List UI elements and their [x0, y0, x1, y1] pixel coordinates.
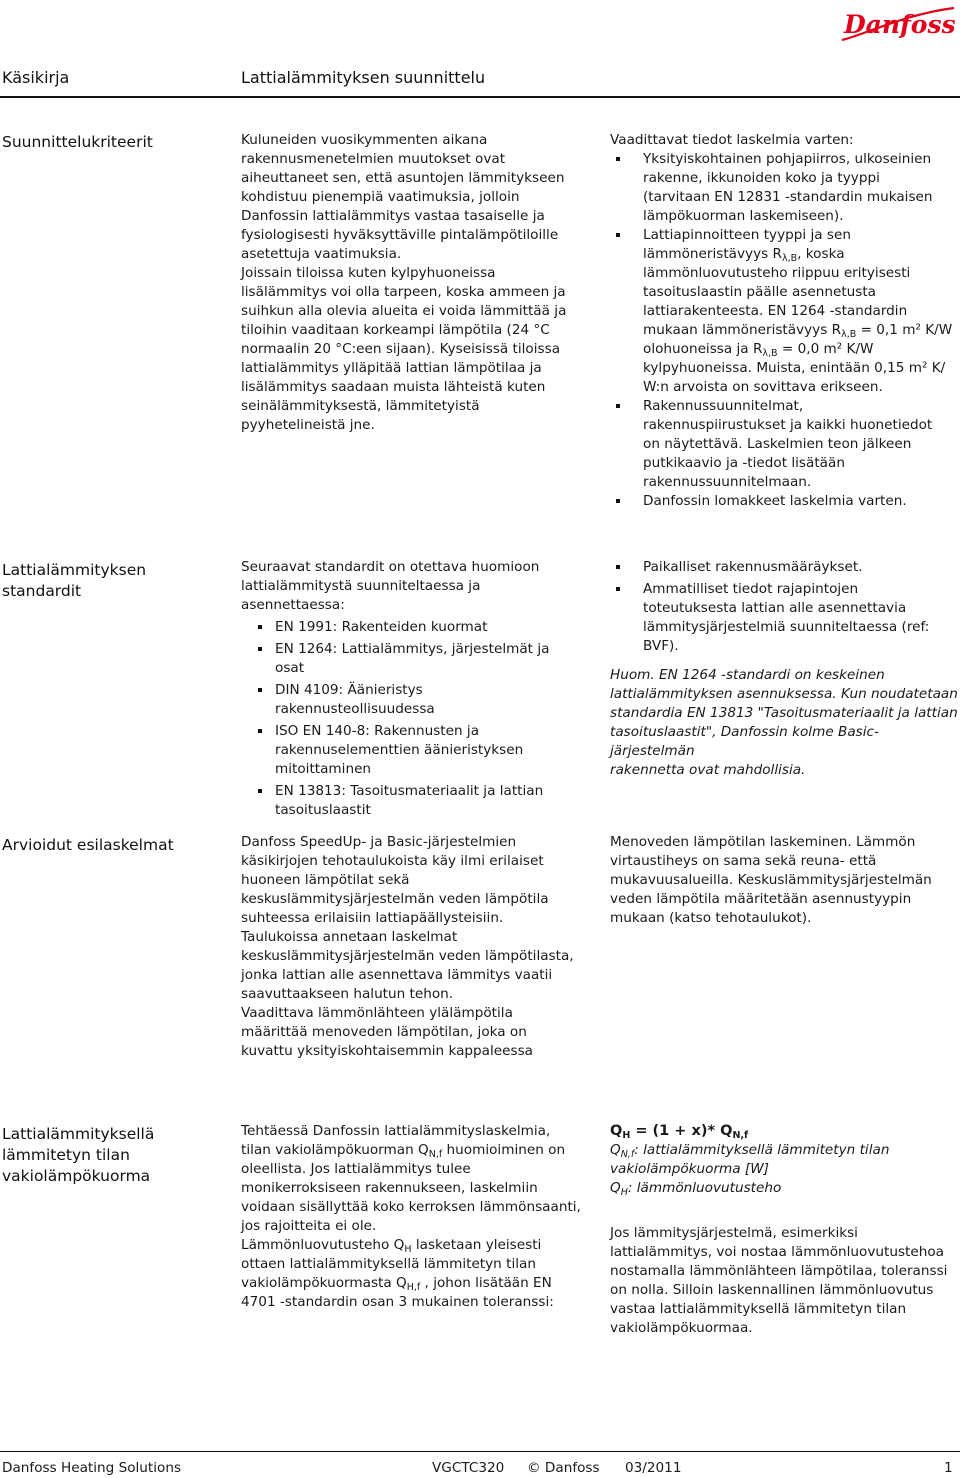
- text-line: lattiarakenteesta. EN 1264 -standardin: [643, 303, 908, 319]
- required-data-column: [610, 131, 958, 511]
- text-line: lisälämmitys saadaan muista lähteistä kuten: [241, 379, 546, 395]
- text-line: tilan vakiolämpökuorman $Q_{N,f}$ huomioiminen on: [241, 1142, 566, 1160]
- title-line: lämmitetyn tilan: [2, 1146, 130, 1164]
- list-item: [610, 492, 958, 511]
- text-line: lämpökuorman laskemiseen).: [643, 208, 844, 224]
- list-item: [241, 618, 581, 637]
- text-line: lämmönluovutusteho riippuu erityisesti: [643, 265, 911, 281]
- standards-extra-list: [610, 558, 958, 656]
- logo-text: Danfoss: [844, 10, 956, 39]
- text-line: ottaen lattialämmityksellä lämmitetyn tilan: [241, 1256, 536, 1272]
- text-line: standardia EN 13813 "Tasoitusmateriaalit ja lattian: [610, 705, 958, 721]
- text-line: rakennetta ovat mahdollisia.: [610, 762, 806, 778]
- text-line: normaalin 20 °C:een sijaan). Kyseisissä tiloissa: [241, 341, 561, 357]
- text-line: EN 1991: Rakenteiden kuormat: [275, 619, 488, 635]
- text-line: tasoituslaastit: [275, 802, 371, 818]
- text-line: kylpyhuoneissa. Muista, enintään 0,15 m² K/: [643, 360, 946, 376]
- text-line: rakennuspiirustukset ja kaikki huonetiedot: [643, 417, 933, 433]
- text-line: rakennusmenetelmien muutokset ovat: [241, 151, 506, 167]
- text-line: voidaan sisällyttää koko kerroksen lämmönsaanti,: [241, 1199, 581, 1215]
- text-line: vakiolämpökuormasta $Q_{H,f}$ , johon lisätään EN: [241, 1275, 552, 1293]
- text-line: Huom. EN 1264 -standardi on keskeinen: [610, 667, 885, 683]
- header-manual-label: Käsikirja: [2, 68, 70, 87]
- formula-definitions: [610, 1141, 958, 1198]
- text-line: $Q_H$: lämmönluovutusteho: [610, 1180, 782, 1198]
- list-item: [241, 722, 581, 779]
- text-line: aiheuttaneet sen, että asuntojen lämmitykseen: [241, 170, 565, 186]
- heat-load-formula-column: [610, 1122, 958, 1338]
- section-title-heat-load: [2, 1124, 192, 1187]
- text-line: vakiolämpökuorma [W]: [610, 1161, 769, 1177]
- text-line: pyyhetelineistä jne.: [241, 417, 375, 433]
- text-line: keskuslämmitysjärjestelmän veden lämpötilasta,: [241, 948, 574, 964]
- text-line: mitoittaminen: [275, 761, 372, 777]
- text-line: W:n arvoista on sovittava erikseen.: [643, 379, 883, 395]
- text-line: kohdistuu pienempiä vaatimuksia, jolloin: [241, 189, 520, 205]
- list-item: [241, 782, 581, 820]
- footer-doc-code: VGCTC320: [432, 1460, 505, 1476]
- header-rule: [0, 96, 960, 98]
- text-line: suhteessa erilaisiin lattiapäällysteisiin.: [241, 910, 504, 926]
- text-line: putkikaavio ja -tiedot lisätään: [643, 455, 845, 471]
- text-line: rakenne, ikkunoiden koko ja tyyppi: [643, 170, 880, 186]
- footer-copyright: © Danfoss: [527, 1460, 600, 1476]
- text-line: huoneen lämpötilat sekä: [241, 872, 410, 888]
- text-line: Danfoss SpeedUp- ja Basic-järjestelmien: [241, 834, 517, 850]
- list-item: [241, 640, 581, 678]
- standards-list: [241, 618, 581, 820]
- text-line: Paikalliset rakennusmääräykset.: [643, 559, 863, 575]
- text-line: nostamalla lämmönlähteen lämpötilaa, toleranssi: [610, 1263, 948, 1279]
- text-line: Rakennussuunnitelmat,: [643, 398, 804, 414]
- text-line: lattialämmityksen asennuksessa. Kun noudatetaan: [610, 686, 958, 702]
- text-line: suihkun alla olevia alueita ei voida lämmittää ja: [241, 303, 567, 319]
- text-line: kuvattu yksityiskohtaisemmin kappaleessa: [241, 1043, 533, 1059]
- text-line: Seuraavat standardit on otettava huomioon: [241, 559, 540, 575]
- text-line: Taulukoissa annetaan laskelmat: [241, 929, 458, 945]
- text-line: mukaan lämmöneristävyys $R_{\lambda,B} = 0,1$ m² K/W: [643, 322, 953, 340]
- text-line: 4701 -standardin osan 3 mukainen toleranssi:: [241, 1294, 554, 1310]
- text-line: rakennuselementtien äänieristyksen: [275, 742, 524, 758]
- text-line: saavuttaakseen halutun tehon.: [241, 986, 454, 1002]
- heat-output-formula: $Q_H = (1 + x)*$ $Q_{N,f}$: [610, 1123, 749, 1141]
- text-line: käsikirjojen tehotaulukoista käy ilmi erilaiset: [241, 853, 544, 869]
- heat-load-text: [241, 1122, 581, 1312]
- text-line: toteutuksesta lattian alle asennettavia: [643, 600, 907, 616]
- text-line: rakennusteollisuudessa: [275, 701, 435, 717]
- text-line: on nolla. Silloin laskennallinen lämmönluovutus: [610, 1282, 934, 1298]
- footer-date: 03/2011: [625, 1460, 682, 1476]
- text-line: mukavuusalueilla. Keskuslämmitysjärjestelmän: [610, 872, 932, 888]
- section-title-estimates: Arvioidut esilaskelmat: [2, 836, 174, 854]
- text-line: ISO EN 140-8: Rakennusten ja: [275, 723, 480, 739]
- title-line: standardit: [2, 582, 82, 600]
- title-line: Lattialämmityksen: [2, 561, 147, 579]
- footer-page-number: 1: [944, 1460, 953, 1476]
- text-line: tasoituslaastin päälle asennetusta: [643, 284, 877, 300]
- text-line: lämmöneristävyys $R_{\lambda,B}$, koska: [643, 246, 845, 264]
- text-line: fysiologisesti hyväksyttäville pintalämpötiloille: [241, 227, 559, 243]
- estimates-text: [241, 833, 581, 1061]
- text-line: Joissain tiloissa kuten kylpyhuoneissa: [241, 265, 496, 281]
- section-title-design-criteria: Suunnittelukriteerit: [2, 133, 153, 151]
- required-data-intro: Vaadittavat tiedot laskelmia varten:: [610, 132, 854, 148]
- text-line: Tehtäessä Danfossin lattialämmityslaskelmia,: [241, 1123, 551, 1139]
- text-line: oleellista. Jos lattialämmitys tulee: [241, 1161, 471, 1177]
- text-line: asennettaessa:: [241, 597, 345, 613]
- text-line: Lattiapinnoitteen tyyppi ja sen: [643, 227, 851, 243]
- text-line: virtaustiheys on sama sekä reuna- että: [610, 853, 877, 869]
- text-line: on näytettävä. Laskelmien teon jälkeen: [643, 436, 912, 452]
- text-line: olohuoneissa ja $R_{\lambda,B} = 0,0$ m² K/W: [643, 341, 874, 359]
- text-line: $Q_{N,f}$: lattialämmityksellä lämmitetyn tilan: [610, 1142, 890, 1160]
- text-line: lämmitysjärjestelmiä suunniteltaessa (ref:: [643, 619, 930, 635]
- text-line: vastaa lattialämmityksellä lämmitetyn tilan: [610, 1301, 907, 1317]
- text-line: EN 1264: Lattialämmitys, järjestelmät ja osat: [275, 641, 550, 676]
- text-line: rakennussuunnitelmaan.: [643, 474, 812, 490]
- section-title-standards: [2, 560, 192, 602]
- list-item: [610, 226, 958, 397]
- list-item: [610, 150, 958, 226]
- danfoss-logo-icon: [836, 4, 956, 44]
- text-line: keskuslämmitysjärjestelmän veden lämpötila: [241, 891, 549, 907]
- required-data-list: [610, 150, 958, 511]
- page-title: Lattialämmityksen suunnittelu: [241, 68, 486, 87]
- text-line: Lämmönluovutusteho $Q_H$ lasketaan yleisesti: [241, 1237, 542, 1255]
- text-line: lattialämmitystä suunniteltaessa ja: [241, 578, 481, 594]
- title-line: vakiolämpökuorma: [2, 1167, 151, 1185]
- text-line: määrittää menoveden lämpötilan, joka on: [241, 1024, 527, 1040]
- standards-note: [610, 666, 958, 780]
- text-line: Ammatilliset tiedot rajapintojen: [643, 581, 859, 597]
- text-line: Danfossin lomakkeet laskelmia varten.: [643, 493, 907, 509]
- text-line: lattialämmitys ylläpitää lattian lämpötilaa ja: [241, 360, 542, 376]
- text-line: jos rajoitteita ei ole.: [241, 1218, 377, 1234]
- text-line: jonka lattian alle asennettava lämmitys vaatii: [241, 967, 553, 983]
- text-line: EN 13813: Tasoitusmateriaalit ja lattian: [275, 783, 544, 799]
- text-line: lattialämmitys, voi nostaa lämmönluovutustehoa: [610, 1244, 945, 1260]
- footer-rule: [0, 1451, 960, 1452]
- danfoss-logo: [836, 4, 956, 44]
- text-line: Menoveden lämpötilan laskeminen. Lämmön: [610, 834, 916, 850]
- text-line: asetettuja vaatimuksia.: [241, 246, 402, 262]
- text-line: lisälämmitys voi olla tarpeen, koska ammeen ja: [241, 284, 566, 300]
- list-item: [610, 580, 958, 656]
- text-line: mukaan (katso tehotaulukot).: [610, 910, 812, 926]
- text-line: Danfossin lattialämmitys vastaa tasaiselle ja: [241, 208, 545, 224]
- text-line: veden lämpötila määritetään asennustyypin: [610, 891, 912, 907]
- text-line: seinälämmityksestä, lämmitetyistä: [241, 398, 480, 414]
- text-line: Jos lämmitysjärjestelmä, esimerkiksi: [610, 1225, 858, 1241]
- text-line: BVF).: [643, 638, 679, 654]
- estimates-continued: [610, 833, 958, 928]
- tolerance-text: [610, 1224, 958, 1338]
- text-line: Yksityiskohtainen pohjapiirros, ulkoseinien: [643, 151, 932, 167]
- text-line: Vaadittava lämmönlähteen ylälämpötila: [241, 1005, 513, 1021]
- text-line: tiloihin vaaditaan korkeampi lämpötila (24 °C: [241, 322, 550, 338]
- text-line: Kuluneiden vuosikymmenten aikana: [241, 132, 488, 148]
- footer-company: Danfoss Heating Solutions: [2, 1460, 182, 1476]
- standards-extra-column: [610, 558, 958, 780]
- text-line: vakiolämpökuormaa.: [610, 1320, 753, 1336]
- text-line: (tarvitaan EN 12831 -standardin mukaisen: [643, 189, 933, 205]
- text-line: DIN 4109: Äänieristys: [275, 682, 423, 698]
- design-criteria-text: [241, 131, 581, 435]
- title-line: Lattialämmityksellä: [2, 1125, 155, 1143]
- text-line: tasoituslaastit", Danfossin kolme Basic-järjestelmän: [610, 724, 879, 759]
- list-item: [610, 558, 958, 577]
- text-line: monikerroksiseen rakennukseen, laskelmiin: [241, 1180, 538, 1196]
- standards-column: [241, 558, 581, 820]
- list-item: [610, 397, 958, 492]
- list-item: [241, 681, 581, 719]
